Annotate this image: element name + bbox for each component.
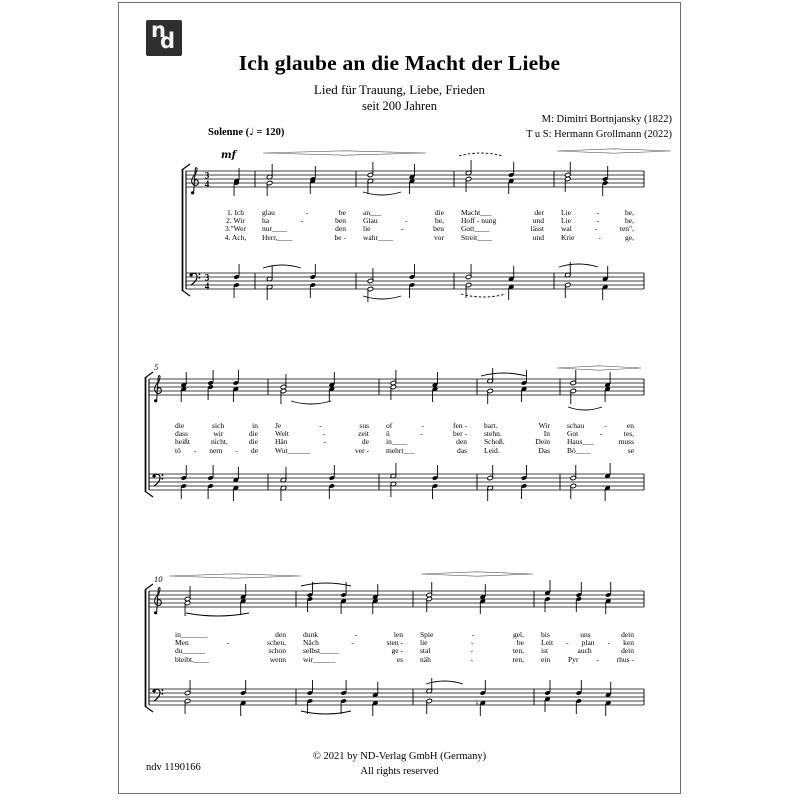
lyric-syllable: de: [361, 437, 369, 447]
lyric-syllable: ge,: [625, 232, 634, 242]
lyric-syllable: schau: [567, 421, 585, 430]
lyric-syllable: näh: [420, 654, 431, 664]
lyric-syllable: Got: [567, 429, 579, 439]
treble-clef-icon: [154, 588, 161, 615]
slur-arc: [301, 583, 351, 586]
lyric-syllable: tes,: [623, 429, 634, 439]
lyric-cell: [567, 447, 634, 455]
lyric-syllable: Lie: [561, 216, 571, 226]
lyric-syllable: wal: [561, 224, 572, 234]
lyric-syllable: -: [470, 654, 473, 664]
lyric-syllable: Dein: [535, 437, 550, 447]
lyric-syllable: -: [596, 654, 599, 664]
lyric-syllable: be,: [625, 216, 634, 226]
lyric-syllable: muss: [618, 437, 634, 447]
lyric-syllable: lie: [363, 224, 371, 234]
lyric-syllable: -: [599, 429, 603, 439]
lyric-syllable: In: [543, 429, 550, 439]
lyric-cell: [561, 234, 634, 242]
lyric-syllable: of: [386, 421, 393, 430]
lyric-syllable: de: [250, 445, 258, 455]
footer-copyright: © 2021 by ND-Verlag GmbH (Germany): [312, 751, 487, 762]
slur-arc: [559, 264, 598, 267]
lyric-syllable: be: [338, 208, 346, 217]
logo-letter-d: d: [160, 29, 176, 53]
lyric-syllable: -: [300, 216, 304, 226]
lyric-syllable: -: [470, 646, 473, 656]
page-title: Ich glaube an die Macht der Liebe: [238, 51, 561, 75]
lyric-syllable: Glau: [363, 216, 378, 226]
lyric-syllable: Lie: [561, 208, 571, 217]
lyric-cell: [363, 234, 444, 242]
lyric-syllable: Streit____: [461, 232, 493, 242]
lyric-syllable: schon: [268, 646, 286, 656]
lyric-syllable: ten,: [512, 646, 524, 656]
lyric-syllable: -: [471, 630, 475, 639]
lyric-syllable: Bö____: [567, 445, 591, 455]
lyric-cell: [541, 656, 634, 664]
lyric-syllable: 3."Wer: [225, 224, 246, 234]
lyric-syllable: in: [252, 421, 258, 430]
lyric-cell: [484, 447, 550, 455]
lyric-syllable: len: [393, 630, 403, 639]
lyric-syllable: -: [566, 638, 569, 648]
lyric-syllable: Leit: [541, 638, 554, 648]
lyric-syllable: sich: [212, 421, 225, 430]
slur-arc: [363, 296, 401, 299]
lyric-cell: [175, 656, 286, 664]
lyric-syllable: -: [226, 638, 230, 648]
lyric-syllable: ha: [262, 216, 270, 226]
lyric-syllable: dass: [175, 429, 188, 439]
lyric-syllable: ge -: [391, 646, 403, 656]
lyric-syllable: Haus___: [567, 437, 594, 447]
lyric-syllable: das: [457, 445, 467, 455]
lyric-syllable: zeit: [358, 429, 369, 439]
lyric-syllable: den: [275, 630, 286, 639]
lyric-syllable: -: [235, 445, 238, 455]
lyric-syllable: wir______: [303, 654, 336, 664]
lyric-syllable: der: [534, 208, 544, 217]
dynamic-marking-mf: mf: [221, 150, 236, 161]
lyric-syllable: -: [420, 429, 423, 439]
lyric-syllable: -: [470, 638, 474, 648]
footer-catalog-code: ndv 1190166: [146, 762, 201, 773]
slur-arc: [263, 265, 301, 268]
lyric-cell: [275, 447, 369, 455]
hairpin-dynamic: [557, 366, 641, 370]
lyric-syllable: -: [596, 208, 600, 217]
quarter-note-icon: ♩: [249, 127, 254, 138]
lyric-syllable: be -: [334, 232, 346, 242]
logo-letter-n: n: [151, 18, 166, 42]
lyric-syllable: -: [594, 224, 598, 234]
lyric-syllable: dein: [621, 630, 634, 639]
sheet-music-page: [118, 2, 681, 794]
lyric-syllable: en: [626, 421, 634, 430]
lyric-syllable: be,: [625, 208, 634, 217]
measure-number: 10: [154, 574, 163, 584]
lyric-syllable: -: [323, 437, 326, 447]
lyric-syllable: -: [400, 224, 404, 234]
lyric-syllable: -: [354, 630, 358, 639]
bass-clef-icon: [190, 273, 201, 285]
lyric-syllable: dunk: [303, 630, 318, 639]
lyric-syllable: 2. Wir: [226, 216, 245, 226]
lyric-syllable: an___: [363, 208, 382, 217]
hairpin-dynamic: [263, 151, 426, 155]
credit-text-setting: T u S: Hermann Grollmann (2022): [526, 128, 672, 140]
slur-arc: [568, 407, 602, 410]
lyric-syllable: bis: [541, 630, 550, 639]
lyric-syllable: dein: [621, 646, 634, 656]
hairpin-dynamic: [421, 572, 533, 576]
lyric-syllable: schen,: [267, 638, 286, 648]
tempo-text-pre: Solenne (: [208, 127, 250, 138]
lyric-cell: [175, 447, 258, 455]
lyric-cell: [275, 430, 369, 438]
lyric-syllable: wenn: [269, 654, 286, 664]
lyric-syllable: mehrt___: [386, 445, 415, 455]
lyric-syllable: ren,: [512, 654, 524, 664]
lyric-cell: [262, 234, 346, 242]
lyric-syllable: stehn.: [484, 429, 502, 439]
lyric-syllable: glau: [262, 208, 275, 217]
lyric-syllable: den: [335, 224, 346, 234]
lyric-syllable: -: [596, 216, 600, 226]
bass-clef-icon: [153, 689, 164, 701]
lyric-syllable: Hän: [275, 437, 288, 447]
lyric-syllable: -: [405, 216, 408, 226]
lyric-syllable: Gott____: [461, 224, 490, 234]
time-signature: 3: [204, 170, 210, 181]
lyric-syllable: Pyr: [568, 654, 579, 664]
lyric-syllable: -: [607, 638, 611, 648]
lyric-syllable: Welt: [275, 429, 289, 439]
lyric-syllable: die: [248, 429, 258, 439]
lyric-syllable: ist: [541, 646, 549, 656]
lyric-syllable: ber -: [453, 429, 467, 439]
lyric-syllable: nern: [209, 445, 223, 455]
lyric-syllable: lässt: [530, 224, 544, 234]
hairpin-dynamic: [557, 149, 671, 153]
footer-rights: All rights reserved: [360, 766, 439, 777]
lyric-syllable: sus: [359, 421, 369, 430]
lyric-syllable: auch: [577, 646, 592, 656]
lyric-syllable: bart.: [484, 421, 498, 430]
slur-arc: [363, 192, 401, 195]
lyric-cell: [386, 447, 467, 455]
lyric-syllable: in____: [386, 437, 407, 447]
lyric-syllable: lie: [420, 638, 428, 648]
lyric-syllable: es: [396, 654, 403, 664]
lyric-syllable: uns: [580, 630, 591, 639]
lyric-syllable: plan: [581, 638, 595, 648]
lyric-syllable: -: [319, 421, 322, 430]
measure-number: 5: [154, 362, 159, 372]
lyric-syllable: -: [351, 638, 354, 648]
lyric-syllable: und: [532, 232, 544, 242]
lyric-syllable: nicht,: [210, 437, 228, 447]
lyric-syllable: tö: [175, 445, 181, 455]
lyric-syllable: gel,: [512, 630, 524, 639]
lyric-syllable: ken: [623, 638, 634, 648]
lyric-syllable: ben: [433, 224, 444, 234]
lyric-cell: [226, 234, 245, 242]
lyric-syllable: stal: [420, 646, 431, 656]
lyric-syllable: ver -: [355, 445, 369, 455]
lyric-cell: [303, 656, 403, 664]
lyric-syllable: selbst_____: [303, 646, 339, 656]
music-notation-svg: [119, 3, 682, 795]
lyric-cell: [420, 656, 524, 664]
lyric-syllable: und: [532, 216, 544, 226]
slur-arc: [291, 401, 331, 404]
lyric-syllable: Hoff - nung: [461, 216, 497, 226]
svg-text:4: 4: [204, 179, 210, 189]
lyric-syllable: sten -: [386, 638, 403, 648]
lyric-syllable: wahr____: [363, 232, 393, 242]
treble-clef-icon: [191, 168, 198, 195]
lyric-syllable: nur____: [262, 224, 287, 234]
page-subtitle: Lied für Trauung, Liebe, Frieden: [313, 82, 486, 97]
lyric-syllable: heißt: [175, 437, 190, 447]
lyric-syllable: bleibt,____: [175, 654, 209, 664]
lyric-cell: [262, 209, 346, 217]
lyric-syllable: ten",: [619, 224, 634, 234]
lyric-syllable: be,: [435, 216, 444, 226]
lyric-cell: [363, 217, 444, 225]
lyric-syllable: die: [175, 421, 185, 430]
slur-arc: [481, 373, 526, 376]
slur-arc: [459, 153, 503, 156]
lyric-syllable: du______: [175, 646, 205, 656]
credit-music: M: Dimitri Bortnjansky (1822): [541, 114, 672, 125]
lyric-syllable: Das: [538, 445, 550, 455]
lyric-syllable: Je: [275, 421, 282, 430]
lyric-syllable: 1. Ich: [226, 208, 245, 217]
lyric-syllable: se: [627, 445, 634, 455]
lyric-syllable: Wir: [538, 421, 550, 430]
lyric-syllable: Herr,____: [262, 232, 293, 242]
slur-arc: [301, 711, 351, 714]
slur-arc: [186, 613, 249, 616]
lyric-syllable: Men: [175, 638, 189, 648]
lyric-syllable: vor: [434, 232, 444, 242]
lyric-syllable: den: [456, 437, 467, 447]
lyric-syllable: Näch: [303, 638, 319, 648]
lyric-syllable: Krie: [561, 232, 575, 242]
lyric-syllable: -: [421, 421, 424, 430]
lyric-syllable: Wut______: [275, 445, 311, 455]
lyric-syllable: die: [248, 437, 258, 447]
lyric-syllable: be: [516, 638, 524, 648]
lyric-syllable: Macht___: [461, 208, 492, 217]
lyric-syllable: ü: [386, 429, 390, 439]
lyric-cell: [461, 234, 544, 242]
lyric-syllable: -: [193, 445, 197, 455]
lyric-syllable: ein: [541, 654, 551, 664]
lyric-syllable: 4. Ach,: [224, 232, 247, 242]
lyric-syllable: ben: [335, 216, 346, 226]
tempo-text-post: = 120): [253, 127, 285, 138]
lyric-syllable: wir: [213, 429, 224, 439]
lyric-syllable: die: [434, 208, 444, 217]
lyric-syllable: -: [598, 232, 601, 242]
lyric-syllable: -: [305, 208, 309, 217]
lyric-syllable: Schoß.: [484, 437, 505, 447]
page-subtitle-2: seit 200 Jahren: [362, 99, 437, 113]
hairpin-dynamic: [169, 574, 301, 578]
lyric-syllable: -: [604, 421, 607, 430]
flat-accidental: ♭: [475, 698, 480, 708]
bass-clef-icon: [153, 474, 164, 486]
lyric-syllable: Leid.: [484, 445, 500, 455]
lyric-syllable: -: [322, 429, 325, 439]
lyric-syllable: in_______: [175, 630, 208, 639]
svg-text:4: 4: [204, 281, 210, 291]
lyric-syllable: Spie: [420, 630, 434, 639]
treble-clef-icon: [154, 376, 161, 403]
lyric-syllable: rhus -: [616, 654, 634, 664]
lyric-syllable: fen -: [453, 421, 467, 430]
slur-arc: [461, 294, 506, 297]
time-signature: 3: [204, 272, 210, 283]
